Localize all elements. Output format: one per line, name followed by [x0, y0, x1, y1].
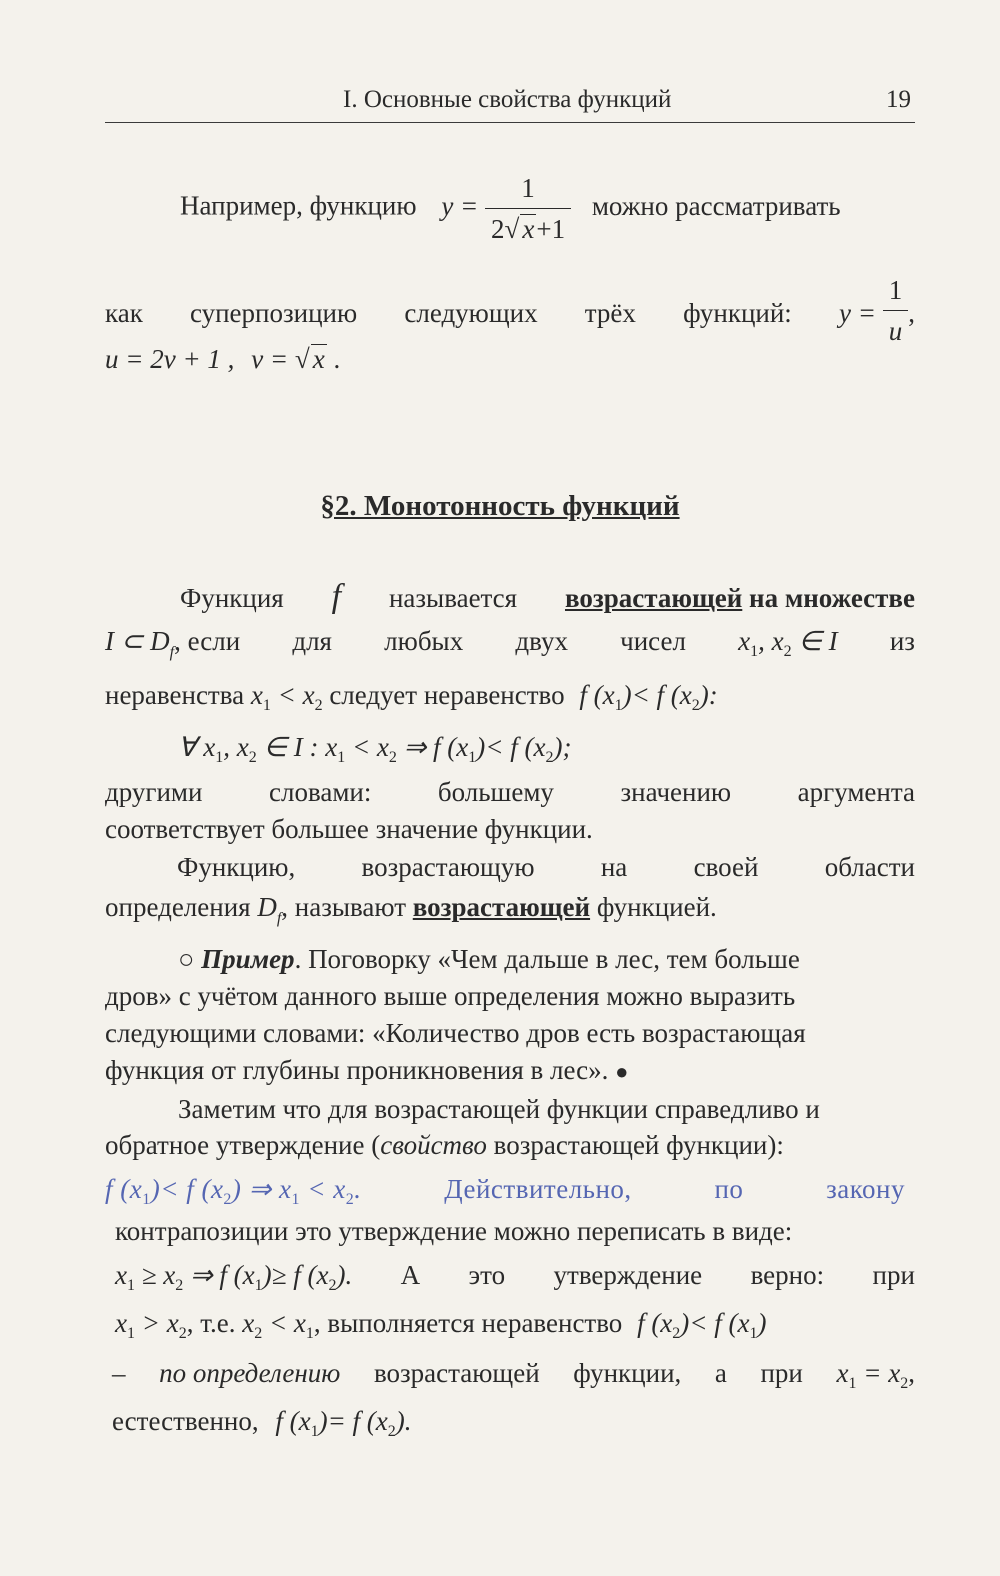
sqrt-radicand: x: [522, 214, 535, 244]
chapter-title: I. Основные свойства функций: [343, 86, 672, 113]
word: суперпозицию: [189, 298, 358, 328]
den-coef: 2: [491, 214, 505, 244]
text: Например, функцию: [180, 190, 417, 221]
remark-line-3: [105, 1172, 905, 1217]
page-number: 19: [886, 86, 911, 113]
word: чисел: [620, 626, 686, 656]
subscript: f: [169, 644, 175, 661]
formula-fx1-lt-fx2: f $(x_1)< f$ $(x_2)$:: [579, 680, 718, 714]
example-line-3: следующими словами: «Количество дров есть возрастающая: [105, 1018, 806, 1048]
den-rest: +1: [536, 214, 566, 244]
word: Функцию,: [177, 852, 296, 882]
word: значению: [620, 777, 732, 807]
word: следующих: [404, 298, 538, 328]
word: большему: [437, 777, 554, 807]
word: своей: [693, 852, 759, 882]
word: функцией.: [596, 892, 717, 922]
formula-converse: f $(x_1)< f$ $(x_2)$ ⇒ $x_1 < x_2$.: [105, 1174, 362, 1208]
formula-u: u = 2v + 1 ,: [105, 344, 235, 374]
example-line-2: дров» с учётом данного выше определения можно выразить: [105, 981, 796, 1011]
remark-line-5: [115, 1258, 915, 1303]
fraction-numerator: 1: [485, 168, 571, 209]
formula-text: I ⊂ D: [105, 626, 170, 656]
formula-x1-lt-x2: $x_1 < x_2$: [250, 680, 323, 714]
term-increasing: возрастающей: [412, 892, 591, 922]
fraction-numerator: 1: [883, 270, 909, 311]
word: закону: [826, 1174, 905, 1204]
word: для: [292, 626, 332, 656]
word: Функция: [180, 583, 284, 613]
word: верно:: [750, 1260, 825, 1290]
term-by-definition: по определению: [159, 1358, 341, 1388]
word: на: [600, 852, 628, 882]
word: естественно,: [112, 1406, 259, 1436]
sqrt-radicand: x: [312, 344, 325, 374]
word: называется: [388, 583, 518, 613]
word: другими: [105, 777, 203, 807]
word: , если: [174, 626, 241, 656]
text: можно рассматривать: [591, 190, 841, 221]
formula-f: f: [331, 578, 342, 615]
running-header: [105, 86, 915, 123]
word: это: [468, 1260, 506, 1290]
example-label: Пример: [201, 944, 295, 974]
fraction-1-u: [883, 270, 909, 351]
end-of-example-icon: ●: [615, 1059, 629, 1084]
word: функции,: [573, 1358, 682, 1388]
word: Действительно,: [444, 1174, 632, 1204]
word: возрастающей: [373, 1358, 540, 1388]
formula-y: y =: [441, 190, 479, 221]
term-increasing: возрастающей: [564, 583, 743, 613]
term-on-set: на множестве: [749, 583, 915, 613]
word: неравенства: [105, 680, 245, 710]
word: трёх: [584, 298, 636, 328]
formula-for-all: ∀ $x_1$, $x_2$ ∈ I : $x_1 < x_2$ ⇒ f $(x_1)< f$ $(x_2)$;: [178, 732, 572, 766]
word: , называют: [281, 892, 407, 922]
fraction-denominator: u: [888, 316, 903, 346]
text: следует неравенство: [329, 680, 565, 710]
remark-line-1: Заметим что для возрастающей функции справедливо и: [178, 1094, 820, 1124]
period: .: [333, 344, 341, 374]
def-formula: [178, 730, 988, 775]
formula-fx1-eq-fx2: f $(x_1)= f$ $(x_2)$.: [275, 1406, 412, 1440]
text: функция от глубины проникновения в лес».: [105, 1055, 609, 1085]
def-line-4: [105, 775, 915, 809]
word: как: [105, 298, 143, 328]
section-heading: §2. Монотонность функций: [320, 490, 680, 522]
word: возрастающую: [361, 852, 535, 882]
term-property: свойство: [380, 1130, 487, 1160]
formula-contrapositive: $x_1 \ge x_2$ ⇒ f $(x_1)\ge f$ $(x_2)$.: [115, 1260, 353, 1294]
word: а: [714, 1358, 727, 1388]
intro-line-1: [180, 168, 915, 249]
formula-y-over-u: [839, 270, 915, 351]
word: утверждение: [553, 1260, 703, 1290]
word: при: [872, 1260, 915, 1290]
dash: –: [112, 1358, 126, 1388]
def-line-5: соответствует большее значение функции.: [105, 814, 593, 844]
word: определения: [105, 892, 251, 922]
comma: ,: [908, 298, 915, 328]
fraction-formula: [485, 168, 571, 249]
formula-x1-gt-x2: $x_1 > x_2$: [115, 1308, 187, 1342]
word: при: [760, 1358, 803, 1388]
remark-line-8: [112, 1404, 922, 1449]
formula-x1-eq-x2: $x_1 = x_2$,: [836, 1358, 915, 1392]
word: из: [889, 626, 915, 656]
def-line-2: [105, 624, 915, 670]
formula-x1-x2-in-I: $x_1$, $x_2$ ∈ I: [738, 626, 838, 660]
word: любых: [384, 626, 464, 656]
formula-fx2-lt-fx1: f $(x_2)< f$ $(x_1)$: [637, 1308, 767, 1342]
word: словами:: [268, 777, 372, 807]
formula-y: y =: [838, 298, 876, 328]
example-line-1: [178, 942, 915, 976]
text: . Поговорку «Чем дальше в лес, тем больше: [294, 944, 800, 974]
intro-line-2: [105, 270, 915, 351]
def-line-3: [105, 678, 915, 723]
remark-line-2: обратное утверждение (свойство возрастающей функции):: [105, 1130, 784, 1160]
word: аргумента: [797, 777, 915, 807]
def-line-6: [105, 850, 915, 884]
formula-Df: $D_f$: [257, 892, 282, 927]
word: двух: [515, 626, 568, 656]
formula-x2-lt-x1: $x_2 < x_1$: [242, 1308, 314, 1342]
remark-line-4: контрапозиции это утверждение можно переписать в виде:: [115, 1216, 793, 1246]
remark-line-6: $x_1 > x_2$, т.е. $x_2 < x_1$, выполняется неравенство f $(x_2)< f$ $(x_1)$: [115, 1308, 767, 1342]
example-circle-icon: ○: [178, 944, 195, 974]
word: области: [824, 852, 915, 882]
word: А: [400, 1260, 421, 1290]
formula-I-subset-D: [105, 624, 240, 670]
remark-line-7: [112, 1356, 915, 1401]
word: по: [714, 1174, 744, 1204]
formula-v: v =: [251, 344, 289, 374]
fraction-denominator: 2√ x+1: [491, 214, 566, 244]
word: функций:: [683, 298, 792, 328]
intro-line-3: u = 2v + 1 , v = √ x .: [105, 344, 341, 374]
def-line-1: [180, 580, 915, 615]
def-line-7: [105, 890, 915, 936]
example-line-4: [105, 1053, 915, 1089]
